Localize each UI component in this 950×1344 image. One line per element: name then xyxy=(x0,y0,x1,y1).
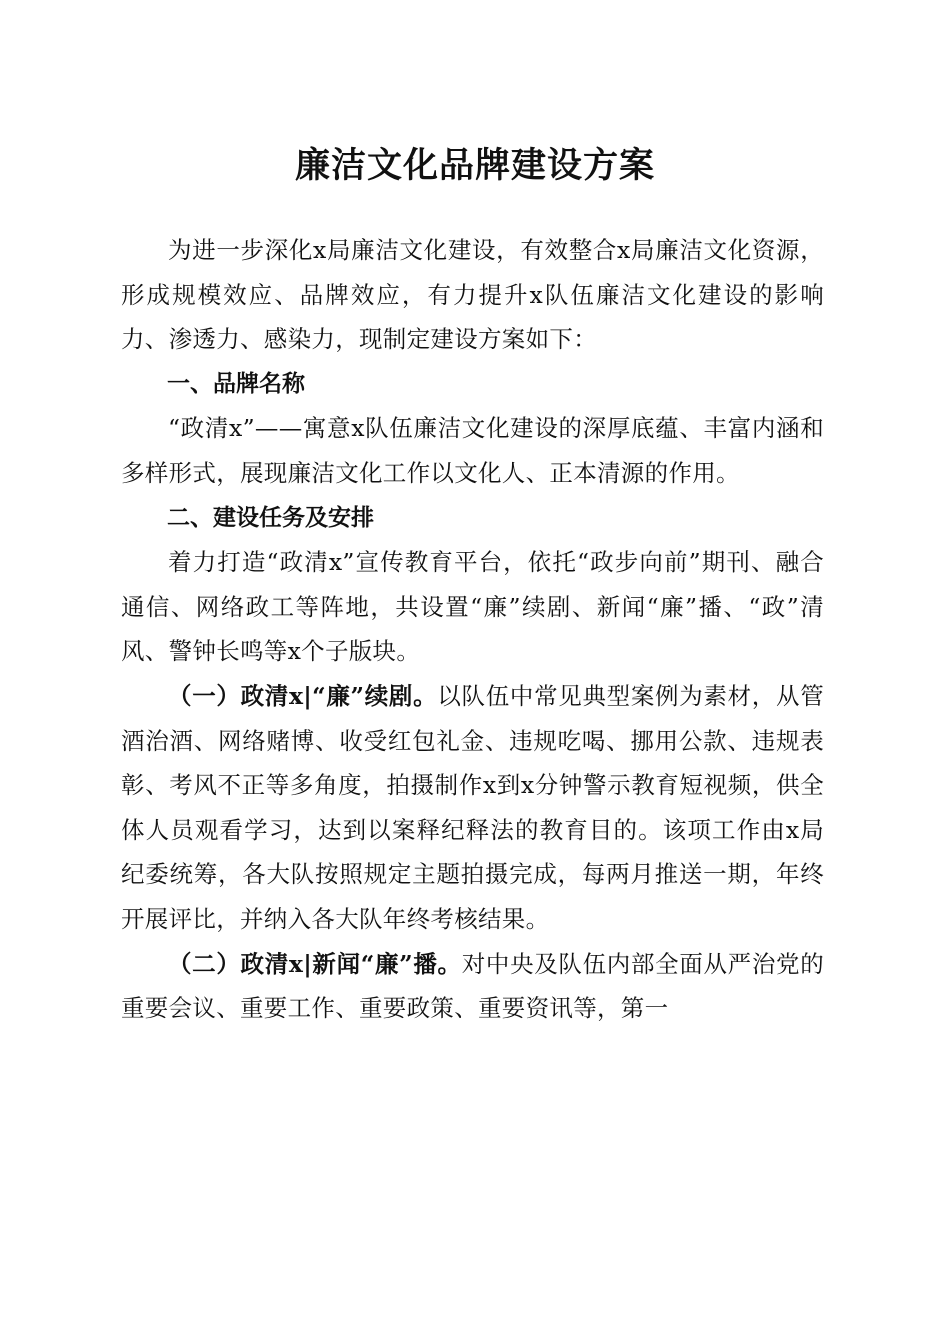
item-2-paragraph xyxy=(121,942,824,1031)
intro-paragraph: 为进一步深化x局廉洁文化建设，有效整合x局廉洁文化资源，形成规模效应、品牌效应，有力提升x队伍廉洁文化建设的影响力、渗透力、感染力，现制定建设方案如下： xyxy=(121,236,824,354)
item-2-text: 对中央及队伍内部全面从严治党的重要会议、重要工作、重要政策、重要资讯等，第一 xyxy=(121,949,825,1023)
item-1-text: 以队伍中常见典型案例为素材，从管酒治酒、网络赌博、收受红包礼金、违规吃喝、挪用公款、违规表彰、考风不正等多角度，拍摄制作x到x分钟警示教育短视频，供全体人员观看学习，达到以案释纪释法的教育目的。该项工作由x局纪委统筹，各大队按照规定主题拍摄完成，每两月推送一期，年终开展评比，并纳入各大队年终考核结果。 xyxy=(121,681,824,933)
section-1-heading: 一、品牌名称 xyxy=(167,370,305,397)
section-1-paragraph: “政清x”——寓意x队伍廉洁文化建设的深厚底蕴、丰富内涵和多样形式，展现廉洁文化工作以文化人、正本清源的作用。 xyxy=(121,414,824,487)
section-2-paragraph: 着力打造“政清x”宣传教育平台，依托“政步向前”期刊、融合通信、网络政工等阵地，共设置“廉”续剧、新闻“廉”播、“政”清风、警钟长鸣等x个子版块。 xyxy=(121,548,824,666)
item-1-lead: （一）政清x|“廉”续剧。 xyxy=(168,681,438,710)
section-2-heading: 二、建设任务及安排 xyxy=(167,504,374,531)
document-body xyxy=(121,228,824,1031)
document-title: 廉洁文化品牌建设方案 xyxy=(294,145,655,186)
item-1-paragraph xyxy=(121,674,824,942)
item-2-lead: （二）政清x|新闻“廉”播。 xyxy=(168,949,462,978)
